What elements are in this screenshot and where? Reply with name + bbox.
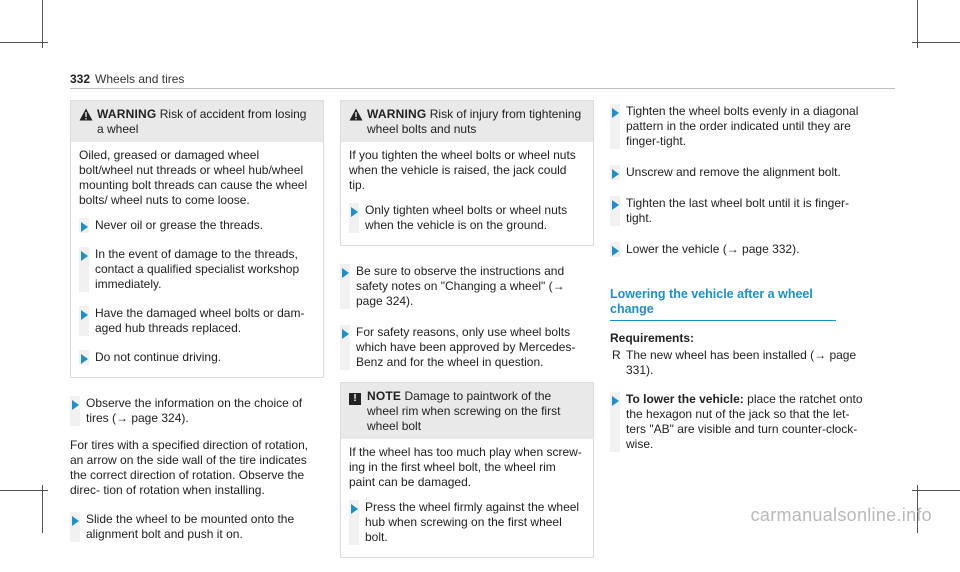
step-arrow-icon [612,200,619,210]
step-arrow-icon [81,310,88,320]
warning-header [341,101,593,142]
requirements-label: Requirements: [610,331,695,345]
warning-body: If you tighten the wheel bolts or wheel nuts when the vehicle is raised, the jack could tip. [349,148,576,192]
column-1 [70,100,324,554]
requirement-item [610,348,864,378]
subsection-title: Lowering the vehicle after a wheel change [610,287,836,321]
instruction-step [610,388,864,456]
crop-mark-tl-h [0,42,48,43]
step-arrow-icon [612,246,619,256]
requirement-text: The new wheel has been installed (→ page 331). [626,348,857,377]
step-arrow-icon [81,354,88,364]
note-exclamation-icon: ! [349,393,361,405]
step-arrow-icon [342,268,349,278]
section-name: Wheels and tires [95,72,185,86]
crop-mark-tr-h [912,42,960,43]
step-text: place the ratchet onto the hexagon nut of the jack so that the let- ters "AB" are visible and turn counter-clock- wise. [626,392,863,451]
warning-box-injury [340,100,594,246]
note-step: Press the wheel firmly against the wheel hub when screwing on the first wheel bolt. [349,496,585,549]
warning-header [71,101,323,142]
step-arrow-icon [81,251,88,261]
rotation-paragraph: For tires with a specified direction of rotation, an arrow on the side wall of the tire indicates the correct direction of rotation. Observe the direc- tion of rotation when installing. [70,438,309,497]
warning-label: WARNING [97,107,157,121]
column-3 [610,100,864,464]
instruction-step: Observe the information on the choice of tires (→ page 324). [70,392,324,430]
step-arrow-icon [351,504,358,514]
note-title: Damage to paintwork of the wheel rim when screwing on the first wheel bolt [367,389,561,433]
step-arrow-icon [342,329,349,339]
crop-mark-tl-v [42,0,43,48]
warning-step: Never oil or grease the threads. [79,214,315,237]
warning-title: Risk of accident from losing a wheel [97,107,307,136]
crop-mark-br-h [912,490,960,491]
warning-triangle-icon [79,108,97,137]
note-header [341,383,593,439]
step-arrow-icon [72,400,79,410]
instruction-step: Tighten the last wheel bolt until it is finger- tight. [610,192,864,230]
note-body: If the wheel has too much play when screw- ing in the first wheel bolt, the wheel rim paint can be damaged. [349,445,582,489]
header-rule [70,88,895,89]
warning-title: Risk of injury from tightening wheel bolts and nuts [367,107,582,136]
warning-label: WARNING [367,107,427,121]
instruction-step: Tighten the wheel bolts evenly in a diagonal pattern in the order indicated until they are finger-tight. [610,100,864,153]
step-arrow-icon [612,396,619,406]
step-arrow-icon [72,516,79,526]
watermark-text: carmanualsonline.info [750,505,932,525]
page-number: 332 [70,72,91,86]
requirement-bullet: R [612,348,621,362]
warning-step: In the event of damage to the threads, contact a qualified specialist workshop immediately. [79,243,315,296]
instruction-step: Be sure to observe the instructions and safety notes on "Changing a wheel" (→ page 324). [340,260,594,313]
column-2 [340,100,594,572]
note-box-paintwork [340,382,594,558]
warning-step: Have the damaged wheel bolts or dam- aged hub threads replaced. [79,302,315,340]
instruction-step: For safety reasons, only use wheel bolts which have been approved by Mercedes- Benz and for the wheel in question. [340,321,594,374]
crop-mark-tr-v [917,0,918,48]
warning-triangle-icon [349,108,367,137]
instruction-step: Lower the vehicle (→ page 332). [610,238,864,261]
step-bold-lead: To lower the vehicle: [626,392,744,406]
step-arrow-icon [612,169,619,179]
step-arrow-icon [351,207,358,217]
warning-step: Do not continue driving. [79,346,315,369]
crop-mark-bl-v [42,485,43,533]
step-arrow-icon [612,108,619,118]
crop-mark-bl-h [0,490,48,491]
warning-box-accident [70,100,324,378]
warning-step: Only tighten wheel bolts or wheel nuts when the vehicle is on the ground. [349,199,585,237]
instruction-step: Unscrew and remove the alignment bolt. [610,161,864,184]
instruction-step: Slide the wheel to be mounted onto the alignment bolt and push it on. [70,508,324,546]
page-header [70,72,895,89]
warning-body: Oiled, greased or damaged wheel bolt/wheel nut threads or wheel hub/wheel mounting bolt threads can cause the wheel bolts/ wheel nuts to come loose. [79,148,308,207]
step-arrow-icon [81,222,88,232]
note-label: NOTE [367,389,402,403]
